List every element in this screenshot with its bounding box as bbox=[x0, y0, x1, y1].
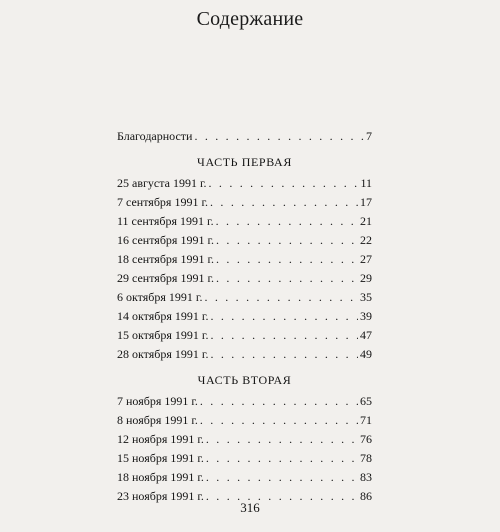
toc-entry bbox=[117, 212, 372, 230]
toc-entry-label: 29 сентября 1991 г. bbox=[117, 271, 215, 285]
toc-entry-label: 18 ноября 1991 г. bbox=[117, 470, 204, 484]
toc-entry bbox=[117, 449, 372, 467]
toc-entry-page: 39 bbox=[360, 309, 372, 323]
toc-entry-label: 12 ноября 1991 г. bbox=[117, 432, 204, 446]
page-title: Содержание bbox=[196, 8, 304, 30]
toc-entry-label: 8 ноября 1991 г. bbox=[117, 413, 198, 427]
toc-entry-page: 49 bbox=[360, 347, 372, 361]
dot-leader bbox=[216, 269, 358, 287]
toc-entry-label: Благодарности bbox=[117, 129, 193, 143]
toc-entry bbox=[117, 288, 372, 306]
toc-entry-label: 11 сентября 1991 г. bbox=[117, 214, 214, 228]
toc-entry-label: 23 ноября 1991 г. bbox=[117, 489, 204, 503]
dot-leader bbox=[200, 392, 358, 410]
toc-entry-page: 11 bbox=[360, 176, 372, 190]
toc-entry-page: 29 bbox=[360, 271, 372, 285]
page-number: 316 bbox=[240, 500, 260, 515]
toc-entry-page: 7 bbox=[366, 129, 372, 143]
dot-leader bbox=[200, 411, 358, 429]
toc-entry bbox=[117, 468, 372, 486]
toc-entry bbox=[117, 326, 372, 344]
dot-leader bbox=[206, 449, 358, 467]
part-heading: ЧАСТЬ ВТОРАЯ bbox=[197, 373, 292, 387]
dot-leader bbox=[216, 231, 358, 249]
toc-entry-label: 14 октября 1991 г. bbox=[117, 309, 209, 323]
dot-leader bbox=[216, 212, 358, 230]
toc-entry-page: 27 bbox=[360, 252, 372, 266]
toc-entry-page: 78 bbox=[360, 451, 372, 465]
toc-entry bbox=[117, 174, 372, 192]
toc-entry-page: 83 bbox=[360, 470, 372, 484]
toc-entry bbox=[117, 411, 372, 429]
toc-entry-label: 25 августа 1991 г. bbox=[117, 176, 207, 190]
toc-entry-page: 35 bbox=[360, 290, 372, 304]
toc-entry-page: 65 bbox=[360, 394, 372, 408]
toc-entry bbox=[117, 430, 372, 448]
dot-leader bbox=[210, 307, 358, 325]
dot-leader bbox=[216, 250, 358, 268]
part-heading: ЧАСТЬ ПЕРВАЯ bbox=[197, 155, 292, 169]
toc-entry bbox=[117, 269, 372, 287]
dot-leader bbox=[210, 193, 358, 211]
toc-entry-label: 18 сентября 1991 г. bbox=[117, 252, 215, 266]
toc-entry-page: 17 bbox=[360, 195, 372, 209]
toc-entry-label: 15 ноября 1991 г. bbox=[117, 451, 204, 465]
toc-entry-acknowledgements bbox=[117, 127, 372, 145]
toc-entry-page: 21 bbox=[360, 214, 372, 228]
toc-entry bbox=[117, 250, 372, 268]
toc-entry bbox=[117, 193, 372, 211]
toc-entry-label: 7 сентября 1991 г. bbox=[117, 195, 209, 209]
toc-entry-page: 86 bbox=[360, 489, 372, 503]
toc-entry-page: 47 bbox=[360, 328, 372, 342]
dot-leader bbox=[194, 127, 364, 145]
dot-leader bbox=[204, 288, 358, 306]
dot-leader bbox=[206, 468, 358, 486]
toc-entry bbox=[117, 345, 372, 363]
dot-leader bbox=[210, 326, 358, 344]
toc-entry-page: 22 bbox=[360, 233, 372, 247]
toc-entry-page: 76 bbox=[360, 432, 372, 446]
toc-entry-label: 28 октября 1991 г. bbox=[117, 347, 209, 361]
toc-entry-label: 6 октября 1991 г. bbox=[117, 290, 203, 304]
toc-entry-page: 71 bbox=[360, 413, 372, 427]
toc-entry-label: 7 ноября 1991 г. bbox=[117, 394, 198, 408]
toc-entry-label: 15 октября 1991 г. bbox=[117, 328, 209, 342]
toc-entry bbox=[117, 307, 372, 325]
toc-entry bbox=[117, 392, 372, 410]
toc-entry-label: 16 сентября 1991 г. bbox=[117, 233, 215, 247]
dot-leader bbox=[210, 345, 358, 363]
dot-leader bbox=[206, 430, 358, 448]
dot-leader bbox=[209, 174, 359, 192]
toc-entry bbox=[117, 231, 372, 249]
